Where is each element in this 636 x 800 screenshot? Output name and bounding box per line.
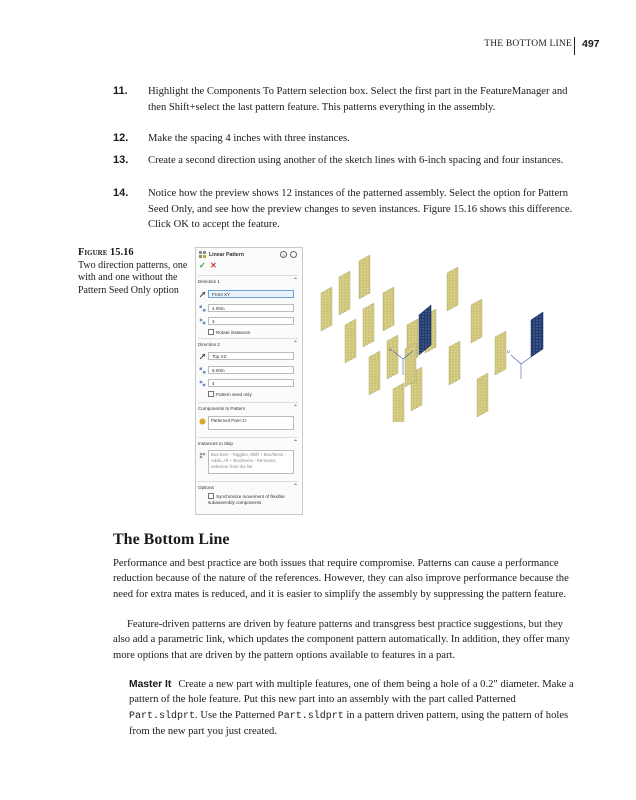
divider <box>198 338 298 339</box>
rotate-instances-label: Rotate instances <box>216 330 251 335</box>
pattern-seed-only-label: Pattern seed only <box>216 392 252 397</box>
synchronize-flexible-label: Synchronize movement of flexible subassembly components <box>208 494 285 505</box>
direction-1-header[interactable]: Direction 1 <box>198 279 220 284</box>
pattern-instance <box>363 303 374 347</box>
pattern-instance <box>449 341 460 385</box>
divider <box>198 481 298 482</box>
skip-icon <box>199 452 206 459</box>
page-number: 497 <box>582 38 600 50</box>
step-text: Highlight the Components To Pattern selection box. Select the first part in the FeatureManager and then Shift+select the last pattern feature. This patterns everything in the assembly. <box>148 86 568 113</box>
divider <box>198 437 298 438</box>
step-11 <box>113 84 578 115</box>
pattern-instance <box>321 287 332 331</box>
direction-arrow-icon[interactable] <box>199 353 206 360</box>
ok-button[interactable]: ✓ <box>199 261 206 270</box>
collapse-icon[interactable]: ⌃ <box>292 484 298 490</box>
collapse-icon[interactable]: ⌃ <box>292 405 298 411</box>
direction-1-instances[interactable]: 3 <box>208 317 294 325</box>
pattern-instance <box>393 383 404 422</box>
pattern-instance <box>369 351 380 395</box>
pattern-instance <box>339 271 350 315</box>
master-it-text-1: Create a new part with multiple features, one of them being a hole of a 0.2″ diameter. Make a pattern of the hole feature. Put this new part into an assembly with the part called Patterned <box>129 679 574 706</box>
direction-2-spacing[interactable]: 6.00in <box>208 366 294 374</box>
master-it-text-3: in a pattern driven pattern, using the pattern of holes from the new part you just created. <box>129 709 569 737</box>
direction-1-spacing[interactable]: 4.00in <box>208 304 294 312</box>
step-text: Notice how the preview shows 12 instances of the patterned assembly. Select the option for Pattern Seed Only, and see how the preview changes to seven instances. Figure 15.16 shows this difference. Click OK to accept the feature. <box>148 188 573 230</box>
filename-code: Part.sldprt <box>129 710 196 722</box>
instances-icon <box>199 318 206 325</box>
step-text: Create a second direction using another of the sketch lines with 6-inch spacing and four instances. <box>148 155 564 166</box>
pattern-instance <box>471 299 482 343</box>
running-header-title: THE BOTTOM LINE <box>484 39 572 49</box>
pattern-instance <box>405 343 416 387</box>
pattern-seed-only-checkbox[interactable] <box>208 391 252 397</box>
component-icon <box>199 418 206 425</box>
pattern-instance <box>387 335 398 379</box>
pattern-preview-graphics <box>305 247 590 422</box>
collapse-icon[interactable]: ⌃ <box>292 278 298 284</box>
instances-icon <box>199 380 206 387</box>
paragraph-1: Performance and best practice are both issues that require compromise. Patterns can cause a performance reduction because of the nature of the references. However, they can also improve performance because the need for extra mates is reduced, and it is easier to simplify the assembly by suppressing the pattern feature. <box>113 558 569 600</box>
pattern-instance <box>495 331 506 375</box>
step-text: Make the spacing 4 inches with three instances. <box>148 133 350 144</box>
options-header[interactable]: Options <box>198 485 214 490</box>
paragraph-2: Feature-driven patterns are driven by feature patterns and transgress best practice suggestions, but they also add a parametric link, which updates the component pattern automatically. In addition, they offer many more options that are driven by the pattern options available to features in a part. <box>113 619 570 661</box>
linear-pattern-panel <box>195 247 303 515</box>
direction-2-header[interactable]: Direction 2 <box>198 342 220 347</box>
running-header <box>0 37 636 57</box>
cancel-button[interactable]: ✕ <box>210 261 217 270</box>
step-14 <box>113 186 578 233</box>
spacing-icon <box>199 305 206 312</box>
direction-2-instances[interactable]: 4 <box>208 379 294 387</box>
step-13 <box>113 153 578 169</box>
pattern-instance <box>345 319 356 363</box>
step-number: 11. <box>113 85 128 97</box>
section-heading: The Bottom Line <box>113 531 230 548</box>
figure-caption-text: Two direction patterns, one with and one without the Pattern Seed Only option <box>78 259 188 296</box>
collapse-icon[interactable]: ⌃ <box>292 440 298 446</box>
dimension-label: D <box>507 349 510 354</box>
components-list[interactable] <box>208 416 294 430</box>
divider <box>198 275 298 276</box>
step-12 <box>113 131 578 147</box>
pattern-instance <box>477 373 488 417</box>
direction-1-reference[interactable]: Front XY <box>208 290 294 298</box>
direction-2-reference[interactable]: Top XZ <box>208 352 294 360</box>
divider <box>198 402 298 403</box>
pattern-instances-left <box>321 255 422 422</box>
panel-title: Linear Pattern <box>209 252 244 258</box>
synchronize-flexible-checkbox[interactable] <box>208 493 294 506</box>
figure-label: Figure 15.16 <box>78 247 134 258</box>
rotate-instances-checkbox[interactable] <box>208 329 250 335</box>
direction-arrow-icon[interactable] <box>199 291 206 298</box>
master-it-text-2: . Use the Patterned <box>195 709 278 721</box>
master-it-label: Master It <box>129 679 172 690</box>
header-divider <box>574 37 575 55</box>
filename-code: Part.sldprt <box>277 710 344 722</box>
pattern-instance <box>383 287 394 331</box>
instances-to-skip-header[interactable]: Instances to Skip <box>198 441 233 446</box>
step-number: 13. <box>113 154 129 166</box>
figure-caption <box>78 247 188 297</box>
components-to-pattern-header[interactable]: Components to Pattern <box>198 406 246 411</box>
pattern-instance <box>447 267 458 311</box>
components-list-item[interactable]: Patterned Part<1> <box>211 418 247 423</box>
step-number: 14. <box>113 187 129 199</box>
instances-to-skip-list[interactable]: Box-Item - Toggles, Shift + Box/Items - Adds, Alt + Box/Items - Removes, selection from the list <box>208 450 294 474</box>
pattern-instance <box>359 255 370 299</box>
seed-part-right <box>531 312 543 357</box>
help-icon[interactable]: ? <box>280 251 287 258</box>
spacing-icon <box>199 367 206 374</box>
dimension-label: D <box>389 347 392 352</box>
collapse-icon[interactable]: ⌃ <box>292 341 298 347</box>
pushpin-icon[interactable] <box>290 251 297 258</box>
direction-arrows-right <box>511 355 531 379</box>
step-number: 12. <box>113 132 129 144</box>
linear-pattern-icon <box>199 251 207 259</box>
master-it-exercise <box>129 677 581 739</box>
